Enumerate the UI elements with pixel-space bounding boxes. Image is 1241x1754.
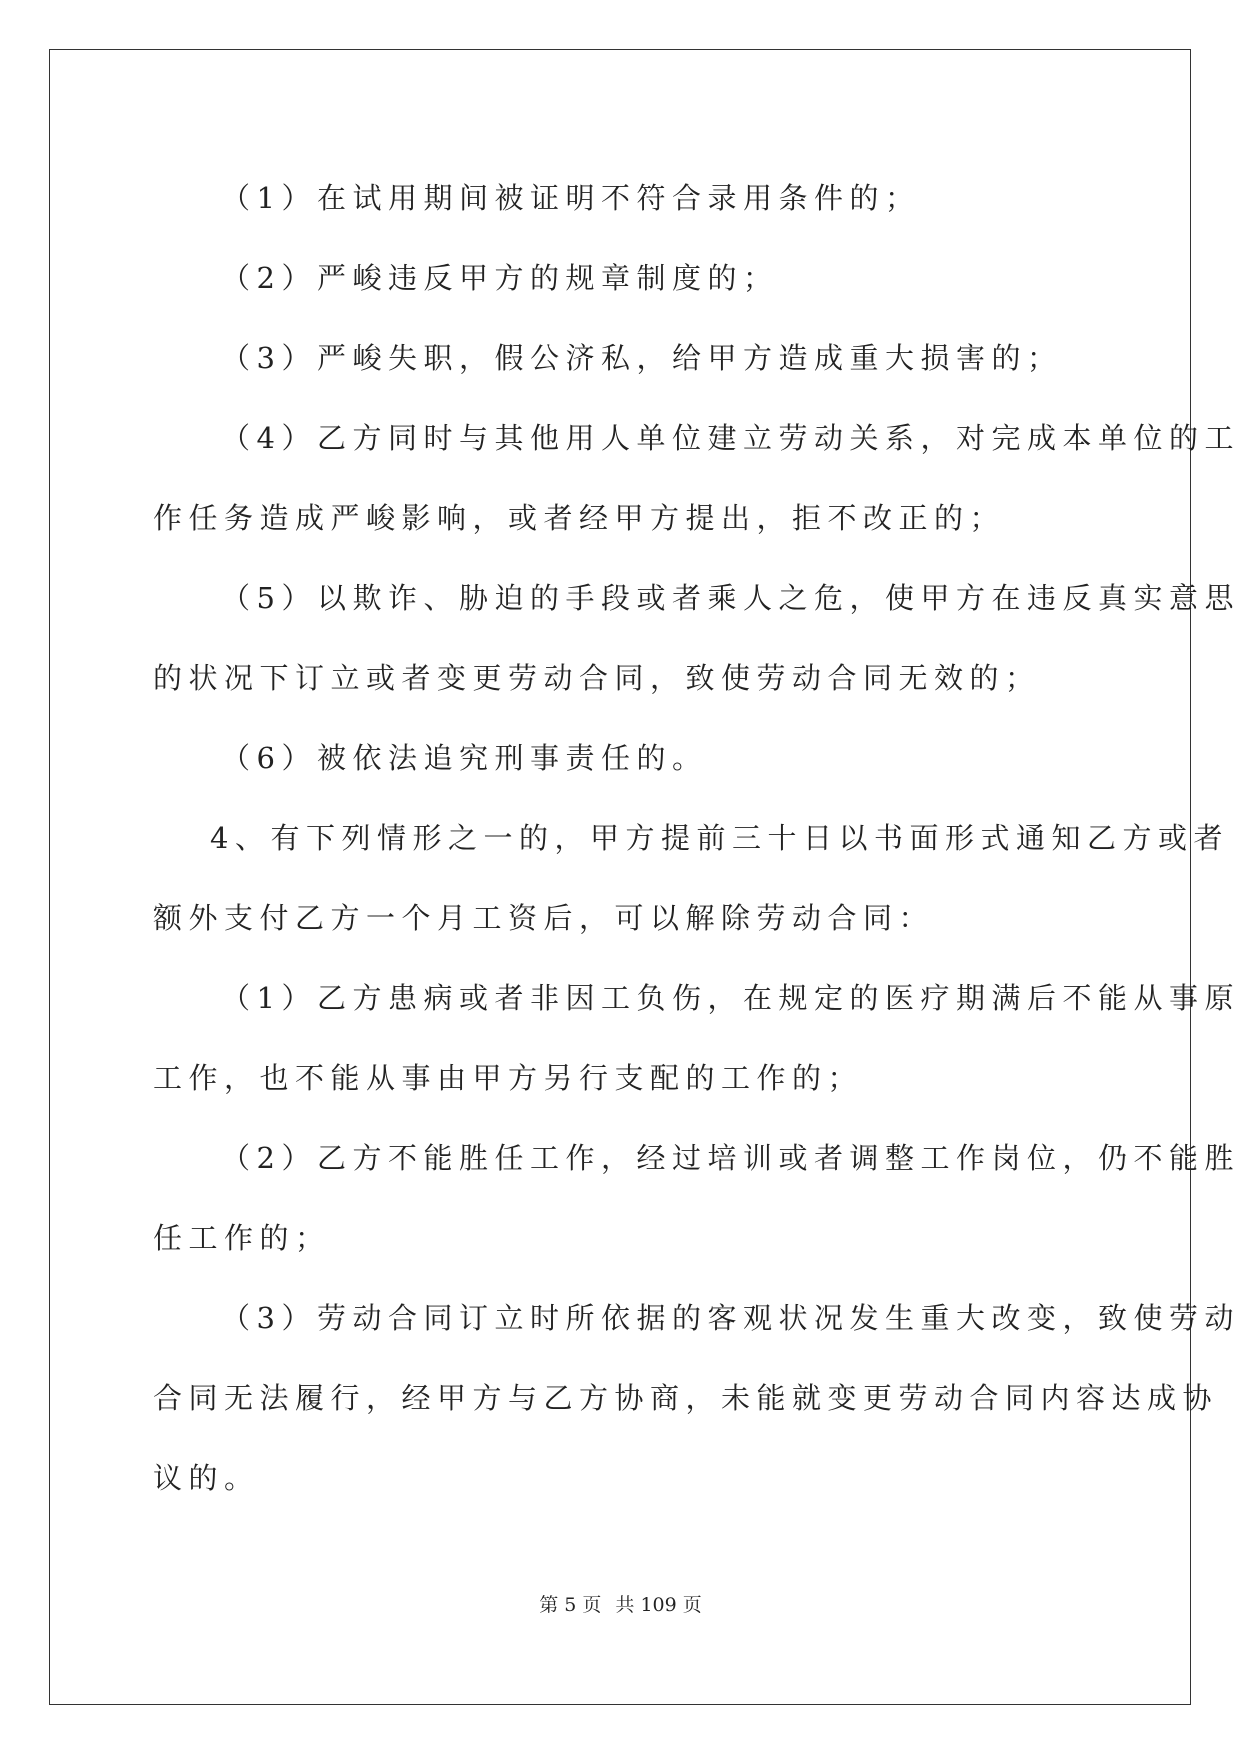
- clause-line: （2）严峻违反甲方的规章制度的；: [221, 261, 779, 295]
- clause-line: （1）在试用期间被证明不符合录用条件的；: [221, 181, 921, 215]
- clause-line: 额外支付乙方一个月工资后，可以解除劳动合同：: [153, 901, 935, 935]
- clause-line: 的状况下订立或者变更劳动合同，致使劳动合同无效的；: [153, 661, 1041, 695]
- page-total: 共 109 页: [615, 1594, 702, 1616]
- clause-line: （3）严峻失职，假公济私，给甲方造成重大损害的；: [221, 341, 1063, 375]
- clause-line: 作任务造成严峻影响，或者经甲方提出，拒不改正的；: [153, 501, 1006, 535]
- clause-line: （1）乙方患病或者非因工负伤，在规定的医疗期满后不能从事原: [221, 981, 1240, 1015]
- clause-line: （4）乙方同时与其他用人单位建立劳动关系，对完成本单位的工: [221, 421, 1240, 455]
- clause-line: 任工作的；: [153, 1221, 331, 1255]
- clause-line: （2）乙方不能胜任工作，经过培训或者调整工作岗位，仍不能胜: [221, 1141, 1240, 1175]
- clause-line: （6）被依法追究刑事责任的。: [221, 741, 708, 775]
- page-number: 第 5 页: [539, 1594, 602, 1616]
- clause-line: 议的。: [153, 1461, 260, 1495]
- page-footer: [0, 1590, 1241, 1617]
- document-body: [153, 158, 1240, 1518]
- clause-line: （5）以欺诈、胁迫的手段或者乘人之危，使甲方在违反真实意思: [221, 581, 1240, 615]
- clause-line: 合同无法履行，经甲方与乙方协商，未能就变更劳动合同内容达成协: [153, 1381, 1219, 1415]
- clause-line: （3）劳动合同订立时所依据的客观状况发生重大改变，致使劳动: [221, 1301, 1240, 1335]
- clause-line: 工作，也不能从事由甲方另行支配的工作的；: [153, 1061, 864, 1095]
- clause-line: 4、有下列情形之一的，甲方提前三十日以书面形式通知乙方或者: [210, 821, 1229, 855]
